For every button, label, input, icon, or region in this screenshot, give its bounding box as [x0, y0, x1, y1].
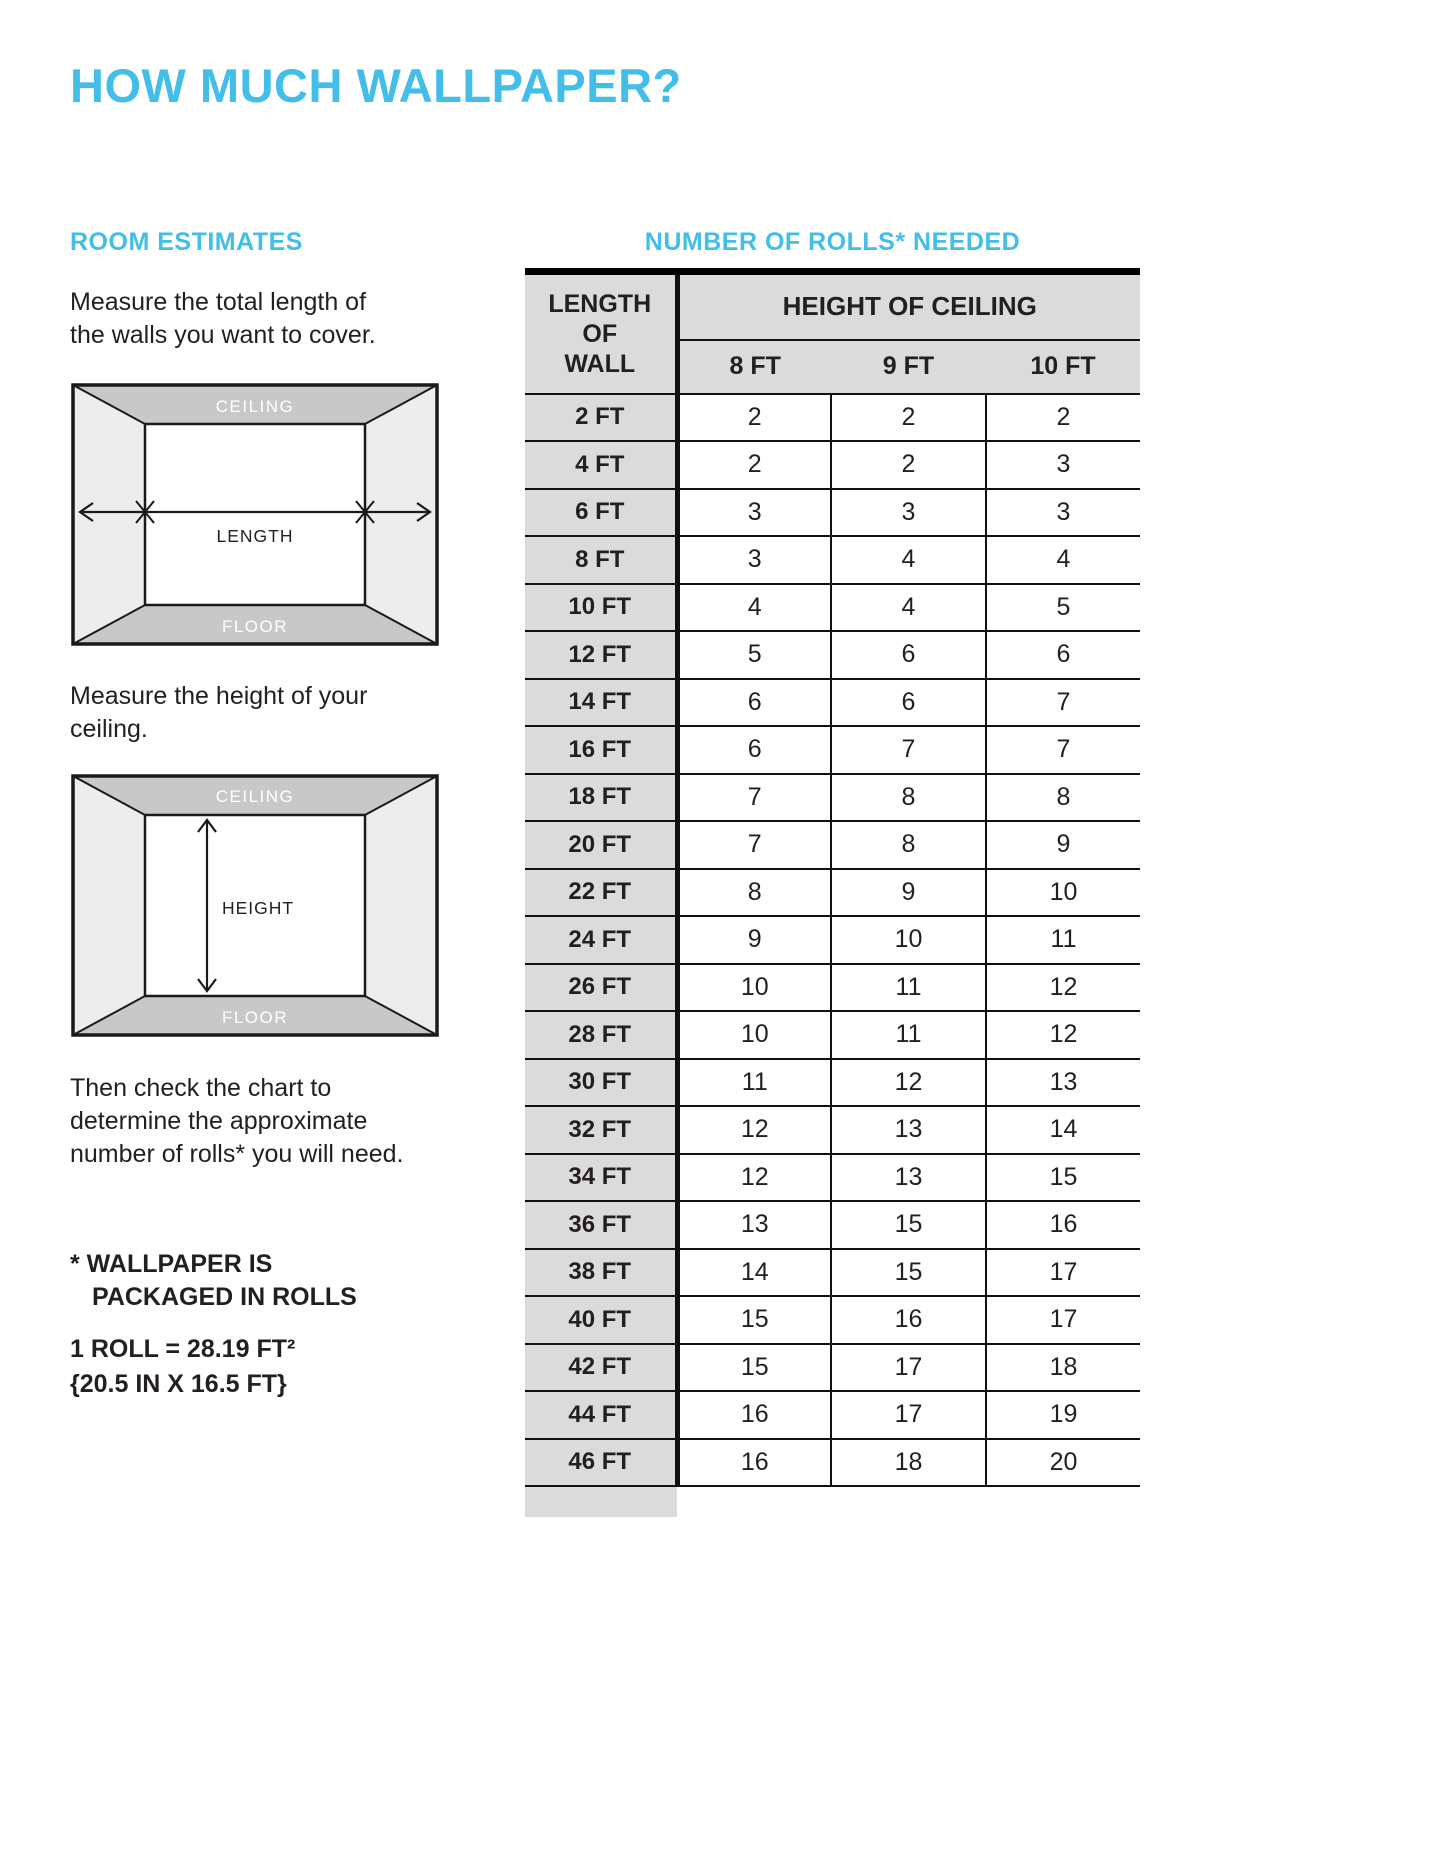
table-row: [525, 821, 1140, 869]
table-row: [525, 631, 1140, 679]
wall-length-cell: 10 FT: [525, 584, 677, 632]
check-chart-text: Then check the chart to determine the approximate number of rolls* you will need.: [70, 1074, 404, 1168]
wall-length-cell: 2 FT: [525, 394, 677, 442]
rolls-value-cell: 7: [831, 726, 986, 774]
ceiling-9ft-header: 9 FT: [831, 340, 986, 394]
rolls-value-cell: 15: [986, 1154, 1140, 1202]
table-row: [525, 774, 1140, 822]
table-gray-tail: [525, 1487, 677, 1517]
table-row: [525, 1344, 1140, 1392]
rolls-value-cell: 17: [831, 1391, 986, 1439]
rolls-value-cell: 12: [986, 1011, 1140, 1059]
rolls-value-cell: 15: [831, 1201, 986, 1249]
rolls-value-cell: 18: [831, 1439, 986, 1487]
rolls-value-cell: 14: [986, 1106, 1140, 1154]
rolls-value-cell: 16: [677, 1439, 831, 1487]
rolls-value-cell: 10: [677, 1011, 831, 1059]
rolls-value-cell: 7: [677, 821, 831, 869]
room-estimates-heading: ROOM ESTIMATES: [70, 228, 303, 256]
footnote-line2: PACKAGED IN ROLLS: [92, 1282, 357, 1311]
rolls-table-body: [525, 394, 1140, 1487]
wall-length-cell: 14 FT: [525, 679, 677, 727]
table-row: [525, 1296, 1140, 1344]
table-row: [525, 869, 1140, 917]
rolls-value-cell: 8: [677, 869, 831, 917]
table-row: [525, 394, 1140, 442]
length-of-wall-header: LENGTH OF WALL: [525, 272, 677, 394]
rolls-value-cell: 2: [677, 394, 831, 442]
left-wall-shape: [73, 776, 145, 1035]
length-label: LENGTH: [216, 526, 294, 546]
rolls-value-cell: 6: [677, 726, 831, 774]
wall-length-cell: 46 FT: [525, 1439, 677, 1487]
rolls-value-cell: 4: [677, 584, 831, 632]
height-label: HEIGHT: [222, 898, 295, 918]
rolls-value-cell: 6: [831, 679, 986, 727]
rolls-value-cell: 12: [986, 964, 1140, 1012]
rolls-value-cell: 2: [677, 441, 831, 489]
wall-length-cell: 42 FT: [525, 1344, 677, 1392]
rolls-value-cell: 4: [831, 584, 986, 632]
table-row: [525, 1249, 1140, 1297]
rolls-value-cell: 13: [831, 1106, 986, 1154]
rolls-value-cell: 11: [677, 1059, 831, 1107]
footnote-line1: * WALLPAPER IS: [70, 1250, 273, 1278]
table-row: [525, 1439, 1140, 1487]
table-row: [525, 584, 1140, 632]
roll-size-info: [70, 1332, 295, 1402]
wall-length-cell: 34 FT: [525, 1154, 677, 1202]
ceiling-height-diagram: [70, 773, 440, 1038]
table-row: [525, 536, 1140, 584]
rolls-value-cell: 4: [986, 536, 1140, 584]
rolls-value-cell: 6: [986, 631, 1140, 679]
rolls-value-cell: 16: [831, 1296, 986, 1344]
ceiling-label: CEILING: [215, 787, 295, 806]
wall-length-cell: 8 FT: [525, 536, 677, 584]
rolls-value-cell: 13: [677, 1201, 831, 1249]
table-row: [525, 1106, 1140, 1154]
rolls-footnote: [70, 1248, 357, 1313]
rolls-value-cell: 2: [831, 394, 986, 442]
rolls-value-cell: 6: [677, 679, 831, 727]
table-header-row: [525, 272, 1140, 340]
rolls-value-cell: 3: [677, 536, 831, 584]
wall-length-cell: 4 FT: [525, 441, 677, 489]
rolls-table-wrap: [525, 268, 1140, 1517]
table-row: [525, 964, 1140, 1012]
rolls-value-cell: 15: [831, 1249, 986, 1297]
floor-label: FLOOR: [221, 617, 289, 636]
rolls-value-cell: 17: [831, 1344, 986, 1392]
rolls-value-cell: 14: [677, 1249, 831, 1297]
rolls-value-cell: 9: [986, 821, 1140, 869]
rolls-value-cell: 15: [677, 1296, 831, 1344]
rolls-value-cell: 8: [831, 821, 986, 869]
ceiling-label: CEILING: [215, 397, 295, 416]
rolls-value-cell: 2: [986, 394, 1140, 442]
rolls-value-cell: 3: [831, 489, 986, 537]
wall-length-cell: 20 FT: [525, 821, 677, 869]
rolls-value-cell: 17: [986, 1249, 1140, 1297]
rolls-value-cell: 16: [986, 1201, 1140, 1249]
rolls-value-cell: 10: [831, 916, 986, 964]
floor-label: FLOOR: [221, 1008, 289, 1027]
rolls-value-cell: 11: [831, 1011, 986, 1059]
back-wall-shape: [145, 424, 365, 605]
wall-length-cell: 12 FT: [525, 631, 677, 679]
table-row: [525, 726, 1140, 774]
rolls-value-cell: 12: [677, 1106, 831, 1154]
rolls-value-cell: 4: [831, 536, 986, 584]
right-wall-shape: [365, 776, 437, 1035]
rolls-value-cell: 20: [986, 1439, 1140, 1487]
table-row: [525, 1201, 1140, 1249]
ceiling-10ft-header: 10 FT: [986, 340, 1140, 394]
rolls-value-cell: 9: [831, 869, 986, 917]
rolls-value-cell: 5: [677, 631, 831, 679]
rolls-value-cell: 2: [831, 441, 986, 489]
wall-length-cell: 18 FT: [525, 774, 677, 822]
rolls-value-cell: 9: [677, 916, 831, 964]
measure-length-text: Measure the total length of the walls you want to cover.: [70, 288, 376, 349]
rolls-value-cell: 8: [831, 774, 986, 822]
rolls-value-cell: 17: [986, 1296, 1140, 1344]
rolls-value-cell: 10: [986, 869, 1140, 917]
ceiling-8ft-header: 8 FT: [677, 340, 831, 394]
rolls-value-cell: 7: [677, 774, 831, 822]
wall-length-cell: 32 FT: [525, 1106, 677, 1154]
table-row: [525, 441, 1140, 489]
rolls-needed-heading: NUMBER OF ROLLS* NEEDED: [644, 228, 1021, 256]
measure-height-text: Measure the height of your ceiling.: [70, 682, 368, 743]
page-title: HOW MUCH WALLPAPER?: [70, 59, 682, 112]
rolls-value-cell: 7: [986, 679, 1140, 727]
wall-length-cell: 22 FT: [525, 869, 677, 917]
rolls-value-cell: 6: [831, 631, 986, 679]
rolls-value-cell: 5: [986, 584, 1140, 632]
rolls-value-cell: 8: [986, 774, 1140, 822]
rolls-value-cell: 12: [677, 1154, 831, 1202]
table-row: [525, 1011, 1140, 1059]
wall-length-cell: 36 FT: [525, 1201, 677, 1249]
rolls-value-cell: 3: [986, 441, 1140, 489]
rolls-value-cell: 15: [677, 1344, 831, 1392]
wall-length-cell: 30 FT: [525, 1059, 677, 1107]
rolls-value-cell: 10: [677, 964, 831, 1012]
wall-length-cell: 26 FT: [525, 964, 677, 1012]
rolls-value-cell: 3: [986, 489, 1140, 537]
table-row: [525, 1154, 1140, 1202]
rolls-value-cell: 18: [986, 1344, 1140, 1392]
table-row: [525, 1059, 1140, 1107]
rolls-value-cell: 19: [986, 1391, 1140, 1439]
wall-length-cell: 38 FT: [525, 1249, 677, 1297]
table-row: [525, 489, 1140, 537]
wall-length-cell: 16 FT: [525, 726, 677, 774]
roll-dimensions-line: {20.5 IN X 16.5 FT}: [70, 1370, 287, 1398]
table-row: [525, 916, 1140, 964]
room-length-diagram: [70, 382, 440, 647]
wall-length-cell: 24 FT: [525, 916, 677, 964]
rolls-value-cell: 12: [831, 1059, 986, 1107]
rolls-value-cell: 16: [677, 1391, 831, 1439]
roll-area-line: 1 ROLL = 28.19 FT²: [70, 1335, 296, 1363]
wall-length-cell: 28 FT: [525, 1011, 677, 1059]
rolls-value-cell: 11: [831, 964, 986, 1012]
table-row: [525, 1391, 1140, 1439]
table-row: [525, 679, 1140, 727]
rolls-value-cell: 13: [831, 1154, 986, 1202]
wall-length-cell: 6 FT: [525, 489, 677, 537]
rolls-value-cell: 11: [986, 916, 1140, 964]
wall-length-cell: 40 FT: [525, 1296, 677, 1344]
height-of-ceiling-header: HEIGHT OF CEILING: [677, 272, 1140, 340]
rolls-value-cell: 3: [677, 489, 831, 537]
rolls-value-cell: 7: [986, 726, 1140, 774]
rolls-value-cell: 13: [986, 1059, 1140, 1107]
wall-length-cell: 44 FT: [525, 1391, 677, 1439]
rolls-table: [525, 268, 1140, 1487]
